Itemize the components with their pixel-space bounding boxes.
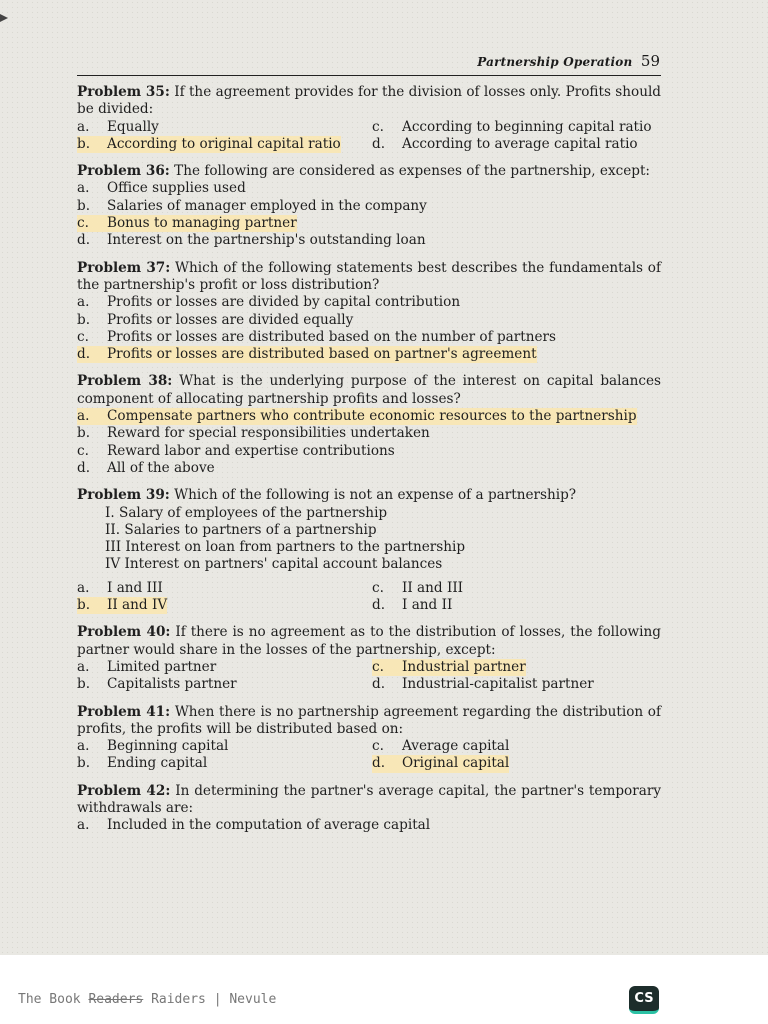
option-letter: c. [372, 658, 384, 675]
option-letter: d. [77, 459, 91, 476]
question-text [77, 163, 661, 180]
running-header [77, 52, 660, 70]
option-letter: d. [372, 676, 386, 693]
option-letter: c. [372, 118, 384, 135]
statement-item: I. Salary of employees of the partnership [105, 504, 388, 521]
answer-choice [372, 676, 594, 693]
highlighted-answer [77, 215, 297, 232]
option-letter: b. [77, 597, 91, 614]
problem-block [77, 704, 661, 773]
highlighted-answer [77, 408, 637, 425]
problem-block [77, 373, 661, 477]
question-text [77, 84, 661, 119]
question-body: What is the underlying purpose of the interest on capital balances component of allocating partnership profits and losses? [77, 373, 661, 407]
answer-option [77, 659, 372, 676]
option-text: Equally [107, 118, 159, 135]
camscanner-logo [629, 986, 659, 1014]
option-letter: b. [77, 676, 91, 693]
footer-caption [18, 992, 276, 1007]
option-text: Original capital [402, 755, 510, 772]
option-letter: d. [372, 755, 386, 772]
answer-option [372, 119, 661, 136]
statement-item: III Interest on loan from partners to the partnership [105, 539, 466, 556]
answer-choice [77, 312, 353, 329]
answer-option [77, 755, 372, 772]
answer-option [77, 443, 661, 460]
option-text: Bonus to managing partner [107, 215, 297, 232]
footer-prefix: The Book [18, 992, 89, 1007]
answer-option [77, 425, 661, 442]
option-text: II and III [402, 579, 464, 596]
highlighted-answer [77, 136, 341, 153]
option-text: I and II [402, 597, 453, 614]
option-letter: b. [77, 311, 91, 328]
question-body: In determining the partner's average capital, the partner's temporary withdrawals are: [77, 782, 662, 816]
option-text: Profits or losses are divided by capital contribution [107, 294, 461, 311]
answer-options [77, 659, 661, 694]
problem-block [77, 487, 661, 614]
option-text: Reward labor and expertise contributions [107, 442, 395, 459]
option-text: II and IV [107, 597, 168, 614]
answer-choice [372, 580, 463, 597]
answer-options [77, 817, 661, 834]
option-text: Included in the computation of average capital [107, 817, 431, 834]
problem-label: Problem 36: [77, 163, 170, 180]
answer-choice [77, 659, 216, 676]
answer-option [77, 597, 372, 614]
problem-block [77, 783, 661, 835]
question-text [77, 704, 661, 739]
answer-choice [77, 294, 460, 311]
answer-options [77, 580, 661, 615]
option-letter: c. [372, 579, 384, 596]
answer-options [77, 408, 661, 477]
option-letter: a. [77, 738, 90, 755]
option-text: Interest on the partnership's outstanding loan [107, 232, 426, 249]
footer-struck-word: Readers [88, 992, 144, 1007]
question-text [77, 487, 661, 504]
option-letter: c. [77, 328, 89, 345]
answer-option [77, 408, 661, 425]
problem-label: Problem 35: [77, 84, 170, 100]
option-letter: b. [77, 425, 91, 442]
option-letter: a. [77, 118, 90, 135]
option-letter: d. [372, 597, 386, 614]
answer-option [372, 136, 661, 153]
option-text: Profits or losses are divided equally [107, 311, 354, 328]
option-text: Compensate partners who contribute economic resources to the partnership [107, 408, 637, 425]
answer-option [77, 346, 661, 363]
problem-label: Problem 42: [77, 782, 171, 799]
option-text: Industrial-capitalist partner [402, 676, 594, 693]
answer-choice [77, 580, 163, 597]
highlighted-answer [372, 755, 509, 772]
answer-option [372, 659, 661, 676]
page-number: 59 [640, 52, 660, 70]
option-text: According to original capital ratio [107, 135, 341, 152]
answer-options [77, 119, 661, 154]
answer-choice [77, 232, 426, 249]
question-text [77, 373, 661, 408]
answer-option [77, 119, 372, 136]
answer-options [77, 180, 661, 249]
question-body: When there is no partnership agreement regarding the distribution of profits, the profits will be distributed based on: [77, 703, 662, 737]
answer-option [77, 215, 661, 232]
option-letter: c. [77, 442, 89, 459]
highlighted-answer [372, 659, 526, 676]
option-text: Profits or losses are distributed based on the number of partners [107, 328, 557, 345]
statement-item: II. Salaries to partners of a partnership [105, 521, 377, 538]
option-letter: a. [77, 579, 90, 596]
problem-label: Problem 41: [77, 703, 171, 720]
answer-options [77, 294, 661, 363]
answer-option [77, 738, 372, 755]
page-corner-mark [0, 14, 8, 22]
option-text: I and III [107, 579, 163, 596]
problem-block [77, 84, 661, 153]
answer-option [77, 136, 372, 153]
option-letter: a. [77, 658, 90, 675]
question-text [77, 624, 661, 659]
answer-option [77, 198, 661, 215]
answer-choice [77, 180, 246, 197]
statement-item: IV Interest on partners' capital account balances [105, 556, 443, 573]
option-text: Ending capital [107, 755, 208, 772]
problem-label: Problem 38: [77, 373, 173, 390]
problem-block [77, 624, 661, 693]
option-text: Beginning capital [107, 738, 229, 755]
answer-choice [77, 329, 556, 346]
running-title: Partnership Operation [477, 55, 633, 69]
option-text: Office supplies used [107, 180, 246, 197]
question-body: Which of the following statements best describes the fundamentals of the partnership's profit or loss distribution? [77, 259, 661, 293]
option-letter: b. [77, 197, 91, 214]
answer-option [372, 676, 661, 693]
option-text: Limited partner [107, 658, 217, 675]
option-letter: b. [77, 135, 91, 152]
answer-choice [372, 136, 638, 153]
question-body: The following are considered as expenses of the partnership, except: [174, 163, 651, 180]
question-body: If the agreement provides for the division of losses only. Profits should be divided: [77, 84, 661, 118]
answer-option [77, 817, 661, 834]
answer-choice [77, 460, 215, 477]
problem-label: Problem 40: [77, 624, 171, 641]
option-text: All of the above [107, 459, 215, 476]
option-letter: a. [77, 408, 90, 425]
answer-choice [372, 119, 652, 136]
highlighted-answer [77, 346, 537, 363]
answer-choice [77, 425, 430, 442]
option-text: According to average capital ratio [402, 135, 638, 152]
option-text: Capitalists partner [107, 676, 237, 693]
option-letter: a. [77, 817, 90, 834]
option-text: Average capital [402, 738, 510, 755]
problem-label: Problem 37: [77, 259, 171, 276]
header-rule [77, 75, 661, 76]
answer-choice [77, 738, 228, 755]
answer-option [372, 738, 661, 755]
question-text [77, 260, 661, 295]
answer-option [77, 460, 661, 477]
problem-label: Problem 39: [77, 487, 170, 504]
problem-block [77, 260, 661, 364]
problem-block [77, 163, 661, 249]
answer-choice [77, 443, 395, 460]
question-body: If there is no agreement as to the distribution of losses, the following partner would share in the losses of the partnership, except: [77, 624, 661, 658]
highlighted-answer [77, 597, 167, 614]
option-letter: a. [77, 294, 90, 311]
logo-text: CS [634, 991, 654, 1006]
answer-option [77, 580, 372, 597]
option-letter: c. [77, 215, 89, 232]
option-letter: a. [77, 180, 90, 197]
option-text: According to beginning capital ratio [402, 118, 652, 135]
answer-option [77, 676, 372, 693]
answer-option [77, 232, 661, 249]
answer-option [77, 294, 661, 311]
answer-option [372, 755, 661, 772]
answer-options [77, 738, 661, 773]
option-text: Industrial partner [402, 658, 526, 675]
answer-option [372, 580, 661, 597]
answer-choice [77, 817, 430, 834]
option-letter: d. [372, 135, 386, 152]
answer-option [77, 312, 661, 329]
answer-choice [372, 738, 509, 755]
option-text: Salaries of manager employed in the company [107, 197, 427, 214]
option-text: Reward for special responsibilities undertaken [107, 425, 430, 442]
problem-list [77, 84, 661, 845]
answer-choice [77, 755, 207, 772]
answer-option [372, 597, 661, 614]
answer-choice [77, 198, 427, 215]
option-letter: b. [77, 755, 91, 772]
footer-suffix: Raiders | Nevule [143, 992, 277, 1007]
answer-choice [372, 597, 452, 614]
answer-choice [77, 119, 159, 136]
answer-option [77, 180, 661, 197]
option-letter: d. [77, 232, 91, 249]
option-letter: d. [77, 346, 91, 363]
question-text [77, 783, 661, 818]
option-text: Profits or losses are distributed based on partner's agreement [107, 346, 537, 363]
option-letter: c. [372, 738, 384, 755]
answer-option [77, 329, 661, 346]
question-body: Which of the following is not an expense of a partnership? [174, 487, 577, 504]
answer-choice [77, 676, 237, 693]
